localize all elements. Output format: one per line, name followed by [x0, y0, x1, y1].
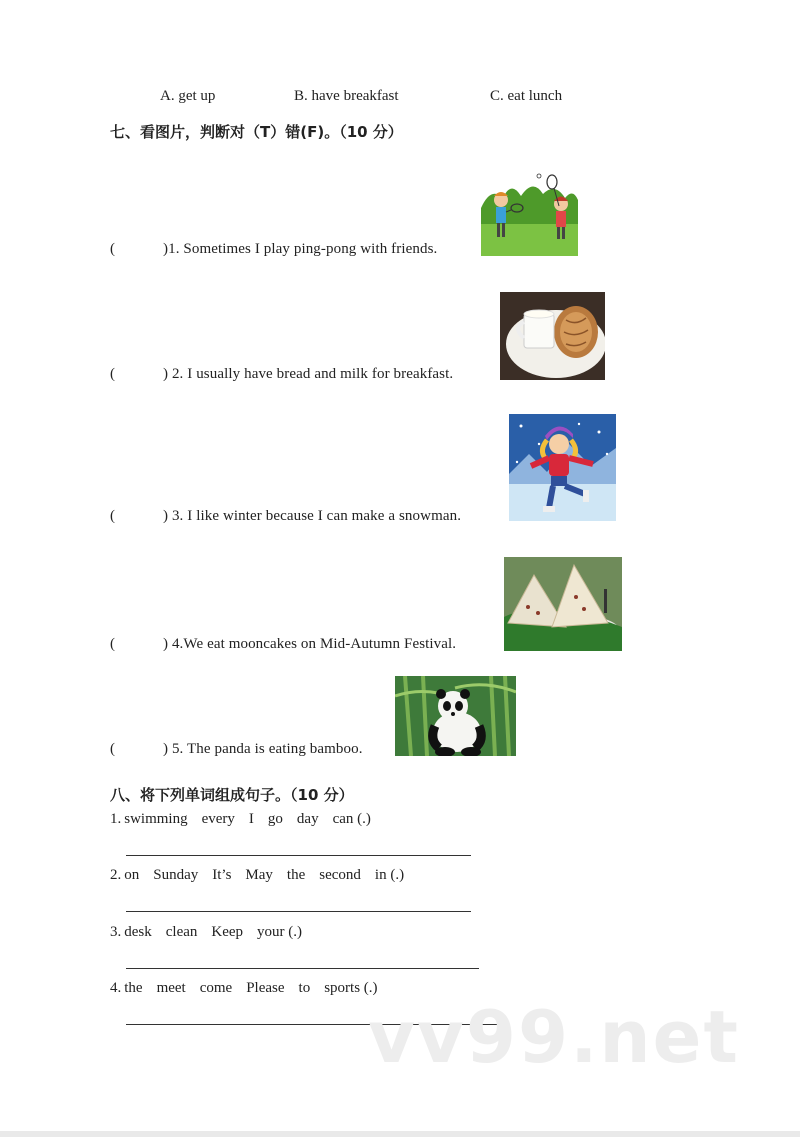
badminton-kids-illustration	[481, 168, 578, 256]
word-row-1	[110, 811, 385, 828]
word: come	[199, 980, 233, 996]
zongzi-picture	[504, 557, 622, 651]
question-text: We eat mooncakes on Mid-Autumn Festival.	[183, 636, 457, 652]
question-7-1	[163, 241, 437, 258]
question-number: )1.	[163, 241, 180, 257]
row-number: 2.	[110, 867, 122, 883]
question-text: I usually have bread and milk for breakfast.	[187, 366, 454, 382]
question-7-3	[163, 508, 461, 525]
word: your (.)	[257, 924, 303, 940]
word: on	[124, 867, 140, 883]
question-number: ) 5.	[163, 741, 184, 757]
word: swimming	[124, 811, 188, 827]
word: the	[124, 980, 143, 996]
row-number: 1.	[110, 811, 122, 827]
word: I	[248, 811, 254, 827]
section-7-title: 七、看图片，判断对（T）错(F)。（10 分）	[110, 123, 403, 141]
word: every	[201, 811, 235, 827]
row-number: 3.	[110, 924, 122, 940]
word-row-3	[110, 924, 316, 941]
word: Keep	[211, 924, 244, 940]
word: desk	[124, 924, 152, 940]
word: the	[286, 867, 306, 883]
word: meet	[156, 980, 186, 996]
answer-paren-open-2: (	[110, 366, 115, 382]
word: go	[267, 811, 283, 827]
word: day	[296, 811, 319, 827]
question-7-5	[163, 741, 363, 758]
question-7-4	[163, 636, 456, 653]
word: second	[319, 867, 361, 883]
answer-paren-open-5: (	[110, 741, 115, 757]
panda-bamboo-picture	[395, 676, 516, 756]
zongzi-photo	[504, 557, 622, 651]
page-bottom-edge	[0, 1131, 800, 1137]
word-row-4	[110, 980, 392, 997]
word: in (.)	[374, 867, 405, 883]
row-number: 4.	[110, 980, 122, 996]
ice-skating-illustration	[509, 414, 616, 521]
question-text: The panda is eating bamboo.	[187, 741, 363, 757]
answer-line-3[interactable]	[126, 968, 479, 969]
question-7-2	[163, 366, 453, 383]
ice-skating-girl-picture	[509, 414, 616, 521]
word: May	[245, 867, 273, 883]
badminton-kids-picture	[481, 168, 578, 256]
answer-paren-open-4: (	[110, 636, 115, 652]
panda-photo	[395, 676, 516, 756]
word: to	[298, 980, 311, 996]
question-number: ) 4.	[163, 636, 184, 652]
word: clean	[165, 924, 198, 940]
bread-and-milk-picture	[500, 292, 605, 380]
question-text: I like winter because I can make a snowman.	[187, 508, 462, 524]
word: Sunday	[153, 867, 199, 883]
word: It’s	[212, 867, 232, 883]
word: Please	[246, 980, 285, 996]
word: sports (.)	[324, 980, 378, 996]
answer-line-2[interactable]	[126, 911, 471, 912]
watermark: vv99.net	[368, 995, 740, 1079]
question-number: ) 3.	[163, 508, 184, 524]
section-8-title: 八、将下列单词组成句子。（10 分）	[110, 786, 354, 804]
word: can (.)	[332, 811, 371, 827]
answer-paren-open-1: (	[110, 241, 115, 257]
option-c: C. eat lunch	[490, 88, 563, 104]
question-number: ) 2.	[163, 366, 184, 382]
answer-line-1[interactable]	[126, 855, 471, 856]
answer-paren-open-3: (	[110, 508, 115, 524]
word-row-2	[110, 867, 418, 884]
option-b: B. have breakfast	[294, 88, 399, 104]
option-a: A. get up	[160, 88, 216, 104]
question-text: Sometimes I play ping-pong with friends.	[183, 241, 438, 257]
bread-and-milk-photo	[500, 292, 605, 380]
